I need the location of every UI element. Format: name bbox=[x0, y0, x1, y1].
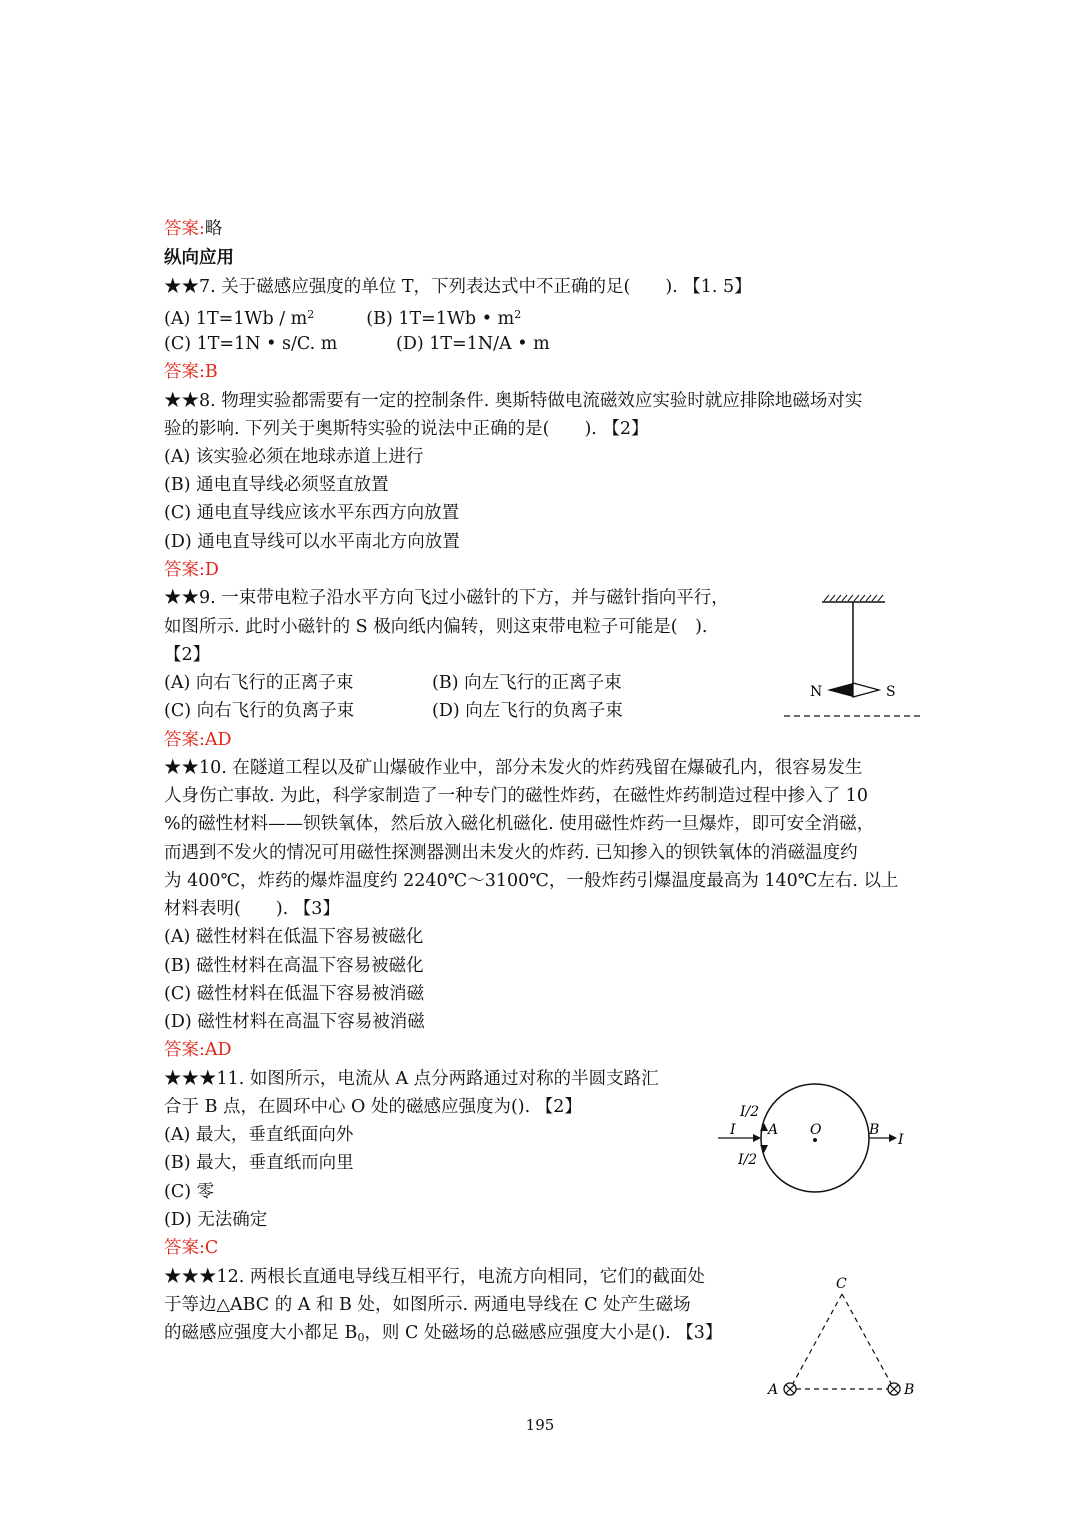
question-10-stem-2: 人身伤亡事故. 为此，科学家制造了一种专门的磁性炸药，在磁性炸药制造过程中掺入了 10 bbox=[164, 786, 868, 806]
answer-value: 略 bbox=[204, 219, 223, 239]
question-8-option-d: (D) 通电直导线可以水平南北方向放置 bbox=[164, 532, 460, 552]
question-11-stem-1: ★★★11. 如图所示，电流从 A 点分两路通过对称的半圆支路汇 bbox=[164, 1069, 659, 1089]
question-11-option-b: (B) 最大，垂直纸而向里 bbox=[164, 1153, 354, 1173]
answer-label: 答案: bbox=[164, 219, 205, 239]
label-i-half-top: I/2 bbox=[740, 1104, 760, 1120]
question-9-option-c: (C) 向右飞行的负离子束 bbox=[164, 701, 355, 721]
label-i-in: I bbox=[730, 1122, 736, 1138]
question-10-stem-4: 而遇到不发火的情况可用磁性探测器测出未发火的炸药. 已知掺入的钡铁氧体的消磁温度约 bbox=[164, 843, 858, 863]
label-b: B bbox=[869, 1122, 880, 1138]
needle-north-half bbox=[827, 683, 853, 697]
question-7-option-c: (C) 1T=1N • s/C. m bbox=[164, 334, 338, 354]
question-11-stem-2: 合于 B 点，在圆环中心 O 处的磁感应强度为(). 【2】 bbox=[164, 1097, 582, 1117]
question-9-option-a: (A) 向右飞行的正离子束 bbox=[164, 673, 354, 693]
answer-8: 答案:D bbox=[164, 560, 219, 580]
answer-6 bbox=[164, 215, 222, 243]
label-o: O bbox=[810, 1122, 822, 1138]
question-12-stem-1: ★★★12. 两根长直通电导线互相平行，电流方向相同，它们的截面处 bbox=[164, 1267, 705, 1287]
triangle-figure bbox=[762, 1272, 922, 1402]
output-arrow-icon bbox=[889, 1134, 897, 1142]
question-10-stem-1: ★★10. 在隧道工程以及矿山爆破作业中，部分未发火的炸药残留在爆破孔内，很容易发生 bbox=[164, 758, 863, 778]
question-7-stem: ★★7. 关于磁感应强度的单位 T，下列表达式中不正确的足( ). 【1. 5】 bbox=[164, 277, 752, 297]
question-10-option-d: (D) 磁性材料在高温下容易被消磁 bbox=[164, 1012, 425, 1032]
ceiling-hatch bbox=[824, 595, 883, 601]
question-11-option-c: (C) 零 bbox=[164, 1182, 215, 1202]
question-8-stem-1: ★★8. 物理实验都需要有一定的控制条件. 奥斯特做电流磁效应实验时就应排除地磁场对实 bbox=[164, 391, 863, 411]
question-7-option-d: (D) 1T=1N/A • m bbox=[396, 334, 550, 354]
wire-b-icon bbox=[888, 1383, 900, 1395]
label-a: A bbox=[768, 1382, 779, 1398]
label-b: B bbox=[904, 1382, 915, 1398]
question-12-stem-2: 于等边△ABC 的 A 和 B 处，如图所示. 两通电导线在 C 处产生磁场 bbox=[164, 1295, 691, 1315]
answer-7: 答案:B bbox=[164, 362, 218, 382]
question-10-stem-3: %的磁性材料——钡铁氧体，然后放入磁化机磁化. 使用磁性炸药一旦爆炸，即可安全消磁， bbox=[164, 814, 875, 834]
option-b: (B) 1T=1Wb • $m^2$ bbox=[366, 308, 522, 329]
answer-9: 答案:AD bbox=[164, 730, 232, 750]
lower-branch-arrow-icon bbox=[760, 1145, 768, 1153]
label-s: S bbox=[886, 684, 896, 700]
question-9-option-b: (B) 向左飞行的正离子束 bbox=[432, 673, 622, 693]
question-12-stem-3: 的磁感应强度大小都足 $B_0$，则 C 处磁场的总磁感应强度大小是(). 【3】 bbox=[164, 1323, 723, 1344]
wire-a-icon bbox=[784, 1383, 796, 1395]
question-10-stem-6: 材料表明( ). 【3】 bbox=[164, 899, 340, 919]
answer-10: 答案:AD bbox=[164, 1040, 232, 1060]
label-c: C bbox=[836, 1276, 847, 1292]
upper-branch-arrow-icon bbox=[760, 1123, 768, 1131]
question-8-stem-2: 验的影响. 下列关于奥斯特实验的说法中正确的是( ). 【2】 bbox=[164, 419, 649, 439]
question-11-option-a: (A) 最大，垂直纸面向外 bbox=[164, 1125, 354, 1145]
label-n: N bbox=[810, 684, 823, 700]
question-8-option-b: (B) 通电直导线必须竖直放置 bbox=[164, 475, 389, 495]
question-10-option-b: (B) 磁性材料在高温下容易被磁化 bbox=[164, 956, 424, 976]
label-a: A bbox=[768, 1122, 779, 1138]
needle-south-half bbox=[853, 683, 879, 697]
question-9-stem-1: ★★9. 一束带电粒子沿水平方向飞过小磁针的下方，并与磁针指向平行， bbox=[164, 588, 729, 608]
page-number: 195 bbox=[525, 1416, 555, 1434]
question-9-stem-2: 如图所示. 此时小磁针的 S 极向纸内偏转，则这束带电粒子可能是( ). bbox=[164, 617, 708, 637]
compass-needle-figure bbox=[780, 590, 925, 725]
question-11-option-d: (D) 无法确定 bbox=[164, 1210, 268, 1230]
question-8-option-a: (A) 该实验必须在地球赤道上进行 bbox=[164, 447, 424, 467]
option-a: (A) $1T=1Wb / m^2$ bbox=[164, 308, 315, 329]
side-ca bbox=[790, 1294, 842, 1389]
question-10-option-c: (C) 磁性材料在低温下容易被消磁 bbox=[164, 984, 425, 1004]
label-i-half-bottom: I/2 bbox=[738, 1152, 758, 1168]
question-10-option-a: (A) 磁性材料在低温下容易被磁化 bbox=[164, 927, 424, 947]
question-9-stem-3: 【2】 bbox=[164, 645, 211, 665]
question-9-option-d: (D) 向左飞行的负离子束 bbox=[432, 701, 623, 721]
answer-11: 答案:C bbox=[164, 1238, 219, 1258]
circular-loop-figure bbox=[712, 1078, 922, 1196]
section-title: 纵向应用 bbox=[164, 248, 234, 268]
side-cb bbox=[842, 1294, 894, 1389]
input-arrow-icon bbox=[753, 1134, 761, 1142]
question-7-options-ab bbox=[164, 301, 521, 333]
question-8-option-c: (C) 通电直导线应该水平东西方向放置 bbox=[164, 503, 460, 523]
question-10-stem-5: 为 400℃，炸药的爆炸温度约 2240℃～3100℃，一般炸药引爆温度最高为 140℃左右. 以上 bbox=[164, 871, 899, 891]
label-i-out: I bbox=[898, 1132, 904, 1148]
center-point bbox=[813, 1138, 817, 1142]
